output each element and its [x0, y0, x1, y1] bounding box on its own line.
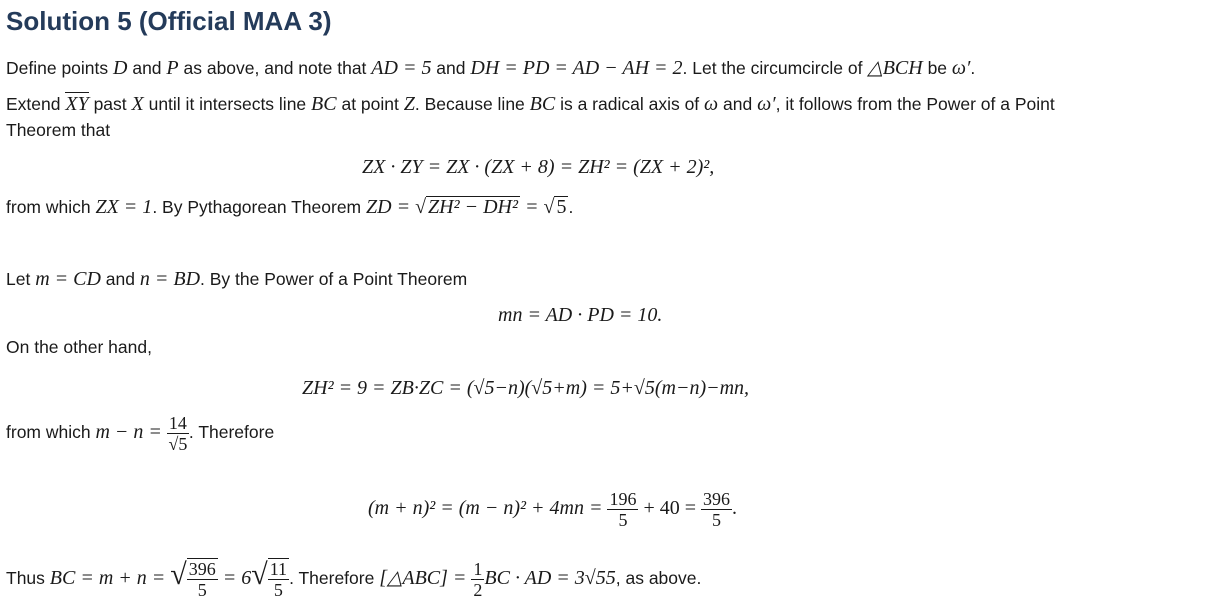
radical-sign: √: [170, 558, 187, 591]
equation-zh-squared: ZH² = 9 = ZB·ZC = (√5−n)(√5+m) = 5+√5(m−n)−mn,: [302, 377, 750, 399]
paragraph-thus-bc: Thus BC = m + n = √ $\frac{396}{5}$ = 6√ $\frac{11}{5}$ . Therefore [△ABC] = $\frac{1}{2}$ BC · AD = 3√55, as above.: [6, 558, 702, 601]
solution-title: Solution 5 (Official MAA 3): [6, 6, 332, 36]
equation-power-of-point: ZX · ZY = ZX · (ZX + 8) = ZH² = (ZX + 2)²,: [362, 156, 715, 178]
radical-sign: √: [415, 196, 427, 218]
paragraph-define-points: Define points D and P as above, and note that AD = 5 and DH = PD = AD − AH = 2. Let the circumcircle of △BCH be ω′.: [6, 57, 976, 79]
paragraph-m-minus-n: from which m − n = $\frac{14}{√5}$ . Therefore: [6, 412, 275, 454]
paragraph-let-m-n: Let m = CD and n = BD. By the Power of a Point Theorem: [6, 268, 468, 290]
fraction-11-over-5: $\frac{11}{5}$: [269, 559, 288, 601]
radical-sign: √: [251, 558, 268, 591]
paragraph-extend-xy: Extend XY past X until it intersects line BC at point Z. Because line BC is a radical axis of ω and ω′, it follows from the Power of a Point: [6, 93, 1055, 115]
fraction-1-over-2: $\frac{1}{2}$: [473, 558, 483, 600]
paragraph-pythagorean: from which ZX = 1. By Pythagorean Theorem ZD = √ ZH² − DH² = √ 5 .: [6, 196, 574, 218]
paragraph-theorem-that: Theorem that: [6, 120, 111, 140]
fraction-14-over-root5: $\frac{14}{√5}$: [168, 412, 188, 454]
paragraph-other-hand: On the other hand,: [6, 337, 152, 357]
fraction-396-over-5: $\frac{396}{5}$: [188, 559, 216, 601]
equation-m-plus-n-squared: (m + n)² = (m − n)² + 4mn = $\frac{196}{5}$ + 40 = $\frac{396}{5}$ .: [368, 488, 738, 530]
equation-mn: mn = AD · PD = 10.: [498, 304, 663, 326]
fraction-196-over-5: $\frac{196}{5}$: [609, 488, 637, 530]
radical-sign: √: [543, 196, 555, 218]
fraction-396-over-5: $\frac{396}{5}$: [703, 488, 731, 530]
